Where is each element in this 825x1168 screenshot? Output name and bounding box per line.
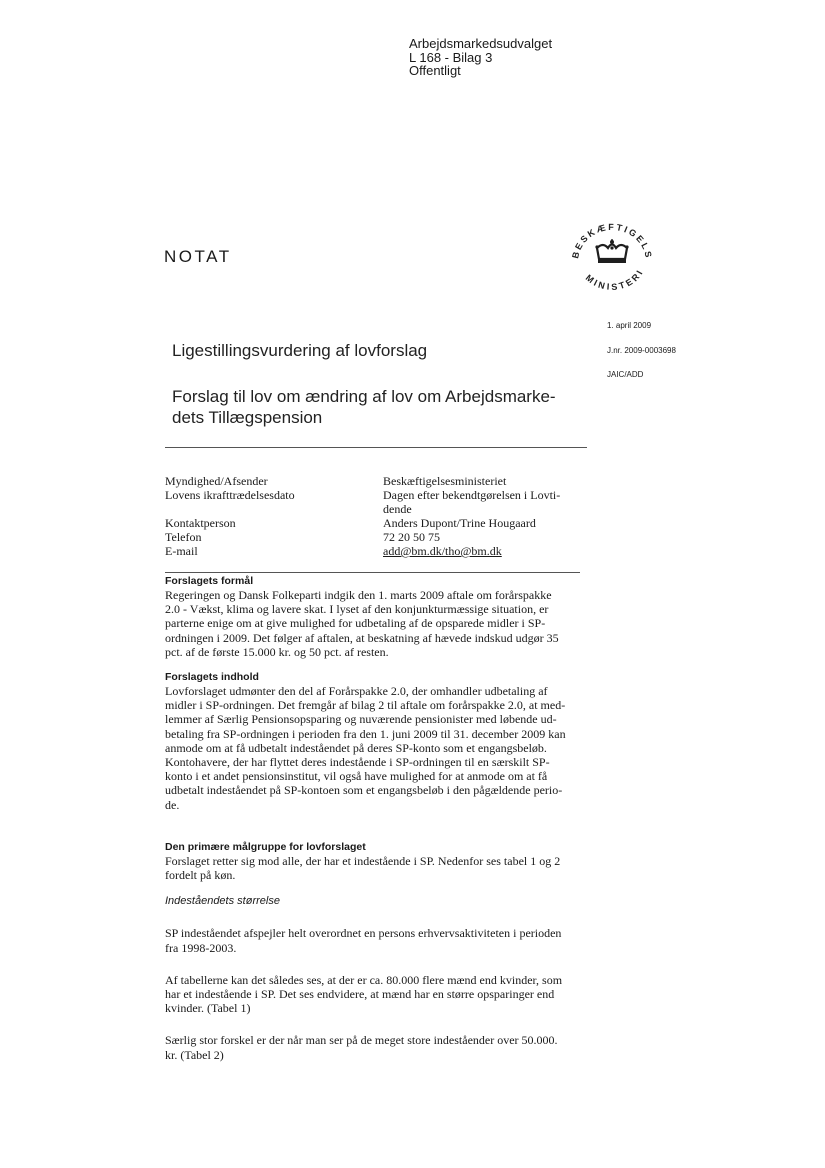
divider (165, 447, 587, 448)
text-line: fordelt på køn. (165, 868, 236, 883)
crown-icon (566, 214, 658, 296)
text-line: Af tabellerne kan det således ses, at der er ca. 80.000 flere mænd end kvinder, som (165, 972, 563, 987)
text-line: anmode om at få udbetalt indeståendet på deres SP-konto som et engangsbeløb. (165, 740, 547, 755)
text-line: konto i et andet pensionsinstitut, vil også have mulighed for at anmode om at få (165, 769, 548, 784)
info-row-effective-date (165, 488, 585, 516)
text-line: kr. (Tabel 2) (165, 1047, 224, 1062)
text-line: betaling fra SP-ordningen i perioden fra den 1. juni 2009 til 31. december 2009 kan (165, 726, 566, 741)
document-type: NOTAT (164, 247, 232, 266)
text-line: kvinder. (Tabel 1) (165, 1001, 251, 1016)
text-line: parterne enige om at give mulighed for udbetaling af de opsparede midler i SP- (165, 616, 546, 631)
info-table (165, 474, 585, 558)
svg-text:BESKÆFTIGELSES: BESKÆFTIGELS (570, 221, 655, 261)
author-initials: JAIC/ADD (607, 370, 644, 379)
info-key: Telefon (165, 530, 202, 544)
info-row-contact (165, 516, 585, 530)
text-line: fra 1998-2003. (165, 940, 237, 955)
bill-title (172, 386, 582, 428)
section-heading: Den primære målgruppe for lovforslaget (165, 840, 366, 853)
text-line: lemmer af Særlig Pensionsopsparing og nuværende pensionister med løbende ud- (165, 712, 557, 727)
paragraph (165, 1033, 581, 1061)
text-line: Forslaget retter sig mod alle, der har et indestående i SP. Nedenfor ses tabel 1 og 2 (165, 853, 561, 868)
info-key: Myndighed/Afsender (165, 474, 268, 488)
info-key: Kontaktperson (165, 516, 236, 530)
document-body (165, 575, 581, 1062)
svg-text:MINISTERIET: MINISTERI (583, 266, 646, 293)
bill-reference: L 168 - Bilag 3 (409, 49, 493, 65)
info-key: Lovens ikrafttrædelsesdato (165, 488, 295, 502)
text-line: udbetalt indeståendet på SP-kontoen som et engangsbeløb i den pågældende perio- (165, 783, 563, 798)
email-link[interactable]: add@bm.dk/tho@bm.dk (383, 544, 502, 558)
text-line: har et indestående i SP. Det ses endvidere, at mænd har en større opsparinger end (165, 987, 555, 1002)
divider (165, 572, 580, 573)
info-row-email (165, 544, 585, 558)
text-line: Særlig stor forskel er der når man ser på de meget store indeståender over 50.000. (165, 1033, 558, 1048)
info-key: E-mail (165, 544, 198, 558)
journal-number: J.nr. 2009-0003698 (607, 345, 676, 355)
text-line: Regeringen og Dansk Folkeparti indgik den 1. marts 2009 aftale om forårspakke (165, 588, 552, 602)
info-value-line: Dagen efter bekendtgørelsen i Lovti- (383, 488, 561, 502)
header-meta (409, 37, 552, 78)
text-line: pct. af de første 15.000 kr. og 50 pct. af resten. (165, 644, 389, 659)
side-info (607, 320, 676, 394)
info-row-phone (165, 530, 585, 544)
info-value: Beskæftigelsesministeriet (383, 474, 507, 488)
page-title: Ligestillingsvurdering af lovforslag (172, 341, 428, 360)
bill-title-line: Forslag til lov om ændring af lov om Arbejdsmarke- (172, 387, 556, 406)
ministry-seal (566, 214, 658, 296)
text-line: Lovforslaget udmønter den del af Forårspakke 2.0, der omhandler udbetaling af (165, 684, 548, 699)
text-line: 2.0 - Vækst, klima og lavere skat. I lyset af den konjunkturmæssige situation, er (165, 602, 549, 617)
paragraph (165, 588, 581, 659)
info-row-authority (165, 474, 585, 488)
paragraph (165, 926, 581, 954)
paragraph (165, 973, 581, 1016)
info-value: 72 20 50 75 (383, 530, 440, 544)
info-value (383, 488, 583, 516)
info-value-line: dende (383, 502, 412, 516)
text-line: Kontohavere, der har flyttet deres indestående i SP-ordningen til en særskilt SP- (165, 755, 550, 770)
section-heading: Forslagets indhold (165, 671, 259, 684)
paragraph (165, 684, 581, 812)
public-status: Offentligt (409, 63, 461, 78)
document-date: 1. april 2009 (607, 321, 652, 330)
text-line: midler i SP-ordningen. Det fremgår af bilag 2 til aftale om forårspakke 2.0, at med- (165, 698, 566, 713)
committee-name: Arbejdsmarkedsudvalget (409, 36, 553, 51)
bill-title-line: dets Tillægspension (172, 408, 323, 427)
text-line: de. (165, 797, 180, 812)
section-heading: Forslagets formål (165, 575, 254, 587)
text-line: ordningen i 2009. Det følger af aftalen, at beskatning af hævede indskud udgør 35 (165, 630, 559, 645)
text-line: SP indeståendet afspejler helt overordnet en persons erhvervsaktiviteten i perioden (165, 926, 562, 941)
info-value: Anders Dupont/Trine Hougaard (383, 516, 536, 530)
subsection-heading: Indeståendets størrelse (165, 895, 280, 908)
paragraph (165, 854, 581, 882)
